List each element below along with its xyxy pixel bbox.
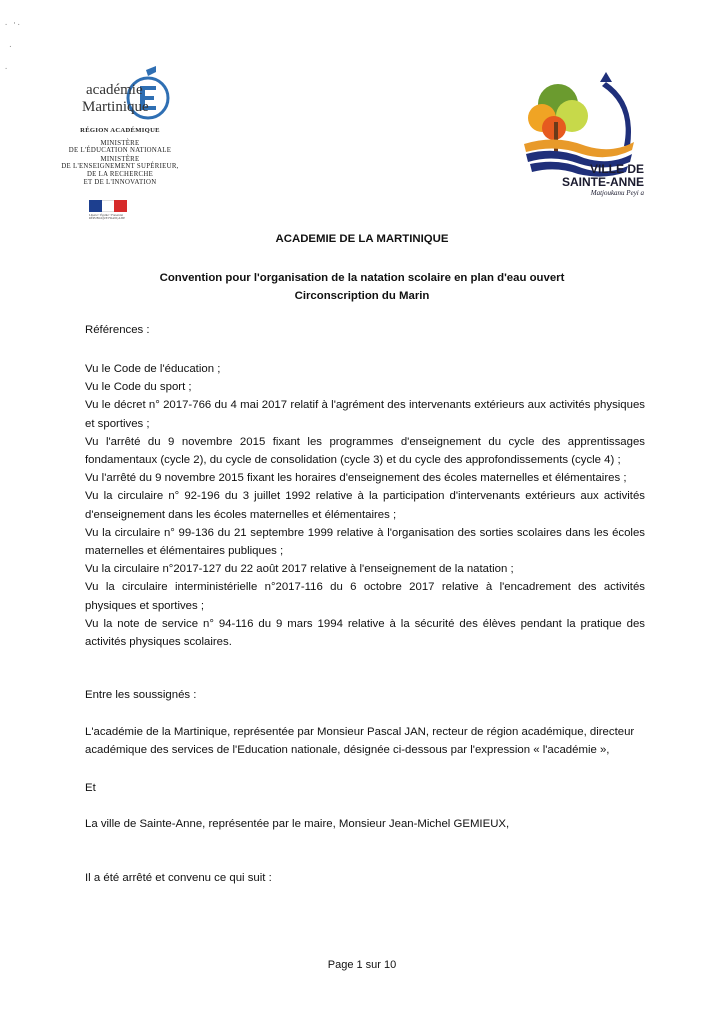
references-list [85,360,645,651]
between-heading: Entre les soussignés : [85,689,197,701]
party-ville: La ville de Sainte-Anne, représentée par le maire, Monsieur Jean-Michel GEMIEUX, [85,818,510,830]
city-line1: VILLE DE [589,162,644,176]
reference-item: Vu le Code de l'éducation ; [85,363,221,375]
party-academie: L'académie de la Martinique, représentée par Monsieur Pascal JAN, recteur de région académique, directeur académique des services de l'Education nationale, désignée ci-dessous par l'expression « l'académie », [85,726,635,756]
french-flag-icon [89,200,127,212]
and-label: Et [85,782,96,794]
city-line2: SAINTE-ANNE [561,175,644,189]
page-number: Page 1 sur 10 [327,959,397,971]
martinique-word: Martinique [82,99,149,115]
city-motto: Matjoukanu Peyi a [590,189,644,197]
reference-item: Vu le décret n° 2017-766 du 4 mai 2017 relatif à l'agrément des intervenants extérieurs aux activités physiques et sportives ; [85,399,645,430]
academie-logo [76,66,172,124]
flag-caption: Liberté • Égalité • Fraternité RÉPUBLIQUE FRANÇAISE [89,213,126,220]
reference-item: Vu la circulaire n°2017-127 du 22 août 2017 relative à l'enseignement de la natation ; [85,563,514,576]
region-academique: RÉGION ACADÉMIQUE [80,127,160,134]
reference-item: Vu l'arrêté du 9 novembre 2015 fixant les horaires d'enseignement des écoles maternelles et élémentaires ; [85,472,627,485]
reference-item: Vu la circulaire n° 92-196 du 3 juillet 1992 relative à la participation d'intervenants extérieurs aux activités d'enseignement dans les écoles maternelles et élémentaires ; [85,490,645,521]
document-title: ACADEMIE DE LA MARTINIQUE [275,233,449,245]
references-heading: Références : [85,324,150,336]
reference-item: Vu la circulaire n° 99-136 du 21 septembre 1999 relative à l'organisation des sorties scolaires dans les écoles maternelles et élémentaires publiques ; [85,526,645,558]
agreed-statement: Il a été arrêté et convenu ce qui suit : [85,872,272,884]
reference-item: Vu l'arrêté du 9 novembre 2015 fixant les programmes d'enseignement du cycle des apprentissages fondamentaux (cycle 2), du cycle de consolidation (cycle 3) et du cycle des approfondissements (cycle 4) ; [85,435,645,467]
scan-marks: · '· · · [4,21,21,73]
reference-item: Vu la note de service n° 94-116 du 9 mars 1994 relative à la sécurité des élèves pendant la pratique des activités physiques scolaires. [85,617,645,649]
reference-item: Vu le Code du sport ; [85,381,192,394]
academie-word: académie [86,82,143,98]
reference-item: Vu la circulaire interministérielle n°2017-116 du 6 octobre 2017 relative à l'encadrement des activités physiques et sportives ; [85,581,645,612]
ministry-higher-education: MINISTÈRE DE L'ENSEIGNEMENT SUPÉRIEUR, DE LA RECHERCHE ET DE L'INNOVATION [61,155,179,186]
city-name-block [524,163,644,197]
ministry-block [40,127,200,187]
republique-francaise-logo [89,200,131,224]
document-subtitle: Convention pour l'organisation de la natation scolaire en plan d'eau ouvert Circonscription du Marin [159,272,565,302]
ministry-education: MINISTÈRE DE L'ÉDUCATION NATIONALE [68,139,172,155]
